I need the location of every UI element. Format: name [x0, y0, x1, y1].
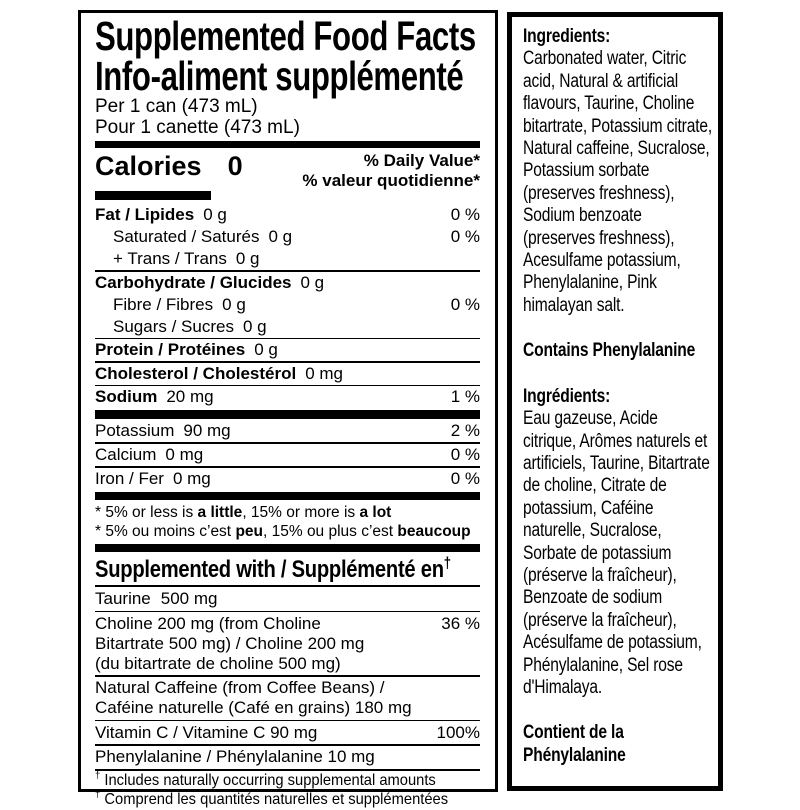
daily-value-header [302, 151, 480, 191]
nutrient-row-potassium: Potassium 90 mg 2 % [95, 421, 480, 441]
contains-statement-fr: Contient de la Phénylalanine [523, 722, 626, 766]
dagger-symbol: † [95, 770, 101, 782]
dagger-symbol: † [443, 554, 451, 572]
nutrient-row-fat: Fat / Lipides 0 g 0 % [95, 205, 480, 224]
supplement-row-taurine: Taurine 500 mg [95, 589, 218, 609]
serving-size-fr: Pour 1 canette (473 mL) [95, 117, 300, 138]
spacer [523, 317, 713, 340]
divider-line [95, 585, 480, 587]
serving-size-en: Per 1 can (473 mL) [95, 96, 258, 117]
nutrient-row-saturated: Saturated / Saturés 0 g 0 % [113, 227, 480, 246]
calories-value: 0 [227, 151, 243, 181]
daily-value-header-en: % Daily Value* [363, 151, 480, 170]
nutrient-row-trans: + Trans / Trans 0 g [113, 249, 260, 268]
divider-bar [95, 544, 480, 552]
calories [95, 151, 243, 181]
nutrient-row-protein: Protein / Protéines 0 g [95, 340, 278, 360]
divider-bar [95, 492, 480, 500]
panel-title [95, 13, 480, 99]
spacer [523, 699, 713, 722]
supplement-row-choline: Choline 200 mg (from Choline 36 % Bitartrate 500 mg) / Choline 200 mg (du bitartrate de choline 500 mg) [95, 613, 480, 673]
panel-title-fr: Info-aliment supplémenté [95, 53, 464, 99]
calories-label: Calories [95, 151, 202, 181]
supplement-row-vitamin-c: Vitamin C / Vitamine C 90 mg 100% [95, 722, 480, 742]
nutrient-row-sugars: Sugars / Sucres 0 g [113, 316, 267, 336]
nutrient-row-fibre: Fibre / Fibres 0 g 0 % [113, 294, 480, 314]
calories-row [95, 148, 480, 191]
spacer [523, 363, 713, 386]
dagger-symbol: † [95, 789, 101, 801]
supplement-footnote-en: † Includes naturally occurring supplemental amounts [95, 770, 436, 789]
calories-underline-bar [95, 191, 211, 200]
ingredients-list-en: Carbonated water, Citric acid, Natural & artificial flavours, Taurine, Choline bitartrate, Potassium citrate, Natural caffeine, Sucralose, Potassium sorbate (preserves freshness), Sodium benzoate (preserves freshness), Acesulfame potassium, Phenylalanine, Pink himalayan salt. [523, 48, 713, 316]
nutrient-row-sodium: Sodium 20 mg 1 % [95, 387, 480, 407]
supplement-footnote-fr: † Comprend les quantités naturelles et supplémentées [95, 789, 449, 809]
supplement-row-phenylalanine: Phenylalanine / Phénylalanine 10 mg [95, 747, 375, 767]
ingredients-title-fr: Ingrédients: [523, 385, 611, 407]
ingredients-list-fr: Eau gazeuse, Acide citrique, Arômes naturels et artificiels, Taurine, Bitartrate de choline, Citrate de potassium, Caféine naturelle, Sucralose, Sorbate de potassium (préserve la fraîcheur), Benzoate de sodium (préserve la fraîcheur), Acésulfame de potassium, Phénylalanine, Sel rose d'Himalaya. [523, 408, 710, 698]
daily-value-footnote-en: * 5% or less is a little, 15% or more is a lot [95, 503, 392, 521]
daily-value-footnote-fr: * 5% ou moins c’est peu, 15% ou plus c’est beaucoup [95, 522, 471, 540]
nutrient-row-cholesterol: Cholesterol / Cholestérol 0 mg [95, 363, 343, 383]
nutrient-row-carbohydrate: Carbohydrate / Glucides 0 g [95, 272, 325, 292]
divider-bar [95, 141, 480, 148]
supplemented-with-header: Supplemented with / Supplémenté en† [95, 554, 451, 583]
nutrition-facts-panel [78, 10, 498, 809]
ingredients-panel [507, 12, 723, 791]
daily-value-header-fr: % valeur quotidienne* [302, 171, 480, 190]
nutrient-row-iron: Iron / Fer 0 mg 0 % [95, 468, 480, 488]
divider-bar [95, 410, 480, 419]
contains-statement-en: Contains Phenylalanine [523, 340, 696, 362]
ingredients-title-en: Ingredients: [523, 26, 611, 47]
supplement-row-caffeine: Natural Caffeine (from Coffee Beans) / Caféine naturelle (Café en grains) 180 mg [95, 678, 412, 718]
nutrient-row-calcium: Calcium 0 mg 0 % [95, 444, 480, 464]
panel-title-en: Supplemented Food Facts [95, 13, 476, 59]
